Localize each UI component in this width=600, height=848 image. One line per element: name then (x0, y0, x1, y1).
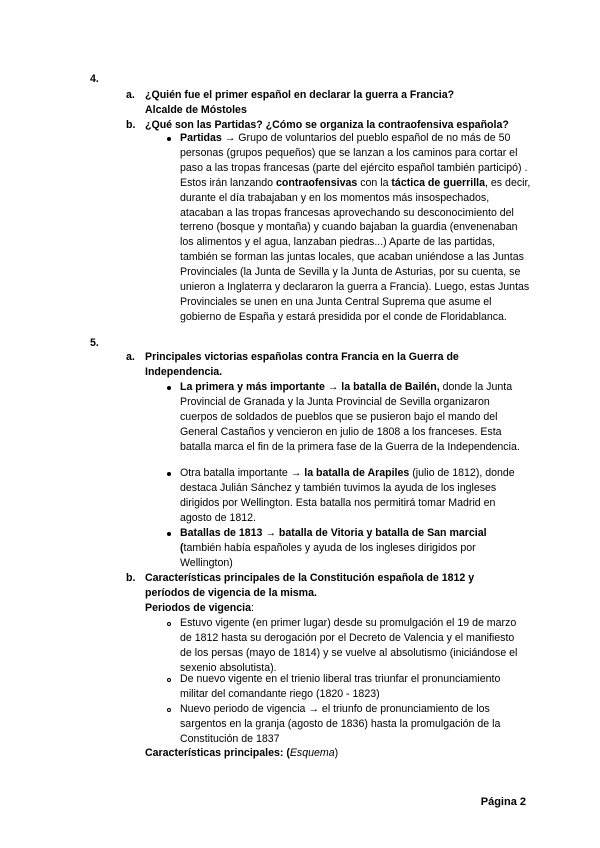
arapiles-title: la batalla de Arapiles (304, 467, 410, 479)
list-marker-4b: b. (126, 119, 136, 131)
heading-5a: Principales victorias españolas contra Francia en la Guerra de Independencia. (145, 351, 459, 378)
1813-title: Batallas de 1813 → batalla de Vitoria y batalla de San marcial ( (180, 527, 487, 554)
bullet-dot (167, 386, 171, 390)
question-4a (145, 88, 535, 118)
bullet-circle (167, 708, 171, 712)
list-marker-5a: a. (126, 351, 135, 363)
periods-label: Periodos de vigencia (145, 601, 251, 614)
periods-colon: : (250, 601, 254, 614)
partidas-paragraph (180, 131, 533, 325)
partidas-text-2: con la (357, 176, 392, 189)
section-5b (145, 571, 520, 616)
period-item-3: Nuevo periodo de vigencia → el triunfo de pronunciamiento de los sargentos en la granja (agosto de 1836) hasta la promulgación de la Constitución de 1837 (180, 703, 501, 745)
victory-item-3 (180, 526, 525, 571)
features-note: Esquema (289, 747, 335, 759)
features-line (145, 746, 525, 761)
question-number-5: 5. (90, 337, 99, 349)
contraofensivas-term: contraofensivas (276, 176, 358, 189)
question-number-4: 4. (90, 73, 99, 85)
periods-label-line (145, 601, 520, 616)
list-marker-5b: b. (126, 572, 136, 584)
partidas-text-1: Grupo de voluntarios del pueblo español de no más de 50 personas (grupos pequeños) que se lanzan a los caminos para cortar el paso a las tropas francesas (parte del ejército español también participó) . Estos irán lanzando (180, 132, 528, 189)
bullet-circle (167, 678, 171, 682)
bullet-dot (167, 532, 171, 536)
period-item-1: Estuvo vigente (en primer lugar) desde su promulgación el 19 de marzo de 1812 hasta su derogación por el Decreto de Valencia y el manifiesto de los persas (mayo de 1814) y se vuelve al absolutismo (iniciándose el sexenio absolutista). (180, 617, 518, 674)
bailen-text: donde la Junta Provincial de Granada y la Junta Provincial de Sevilla organizaron cuerpos de soldados de pueblos que se pusieron bajo el mando del General Castaños y vencieron en julio de 1808 a los franceses. Esta batalla marca el fin de la primera fase de la Guerra de la Independencia. (180, 381, 520, 453)
bailen-title: La primera y más importante → la batalla de Bailén, (180, 381, 440, 393)
heading-5b: Características principales de la Constitución española de 1812 y períodos de vigencia de la misma. (145, 572, 475, 599)
1813-text: también había españoles y ayuda de los ingleses dirigidos por Wellington) (180, 541, 476, 569)
bullet-dot (167, 137, 171, 141)
partidas-term: Partidas (180, 132, 222, 144)
answer-4a: Alcalde de Móstoles (145, 103, 247, 116)
list-marker-4a: a. (126, 89, 135, 101)
period-item-2: De nuevo vigente en el trienio liberal tras triunfar el pronunciamiento militar del comandante riego (1820 - 1823) (180, 673, 501, 700)
victory-item-2 (180, 466, 525, 526)
bullet-circle (167, 622, 171, 626)
arrow-text: → (221, 132, 239, 144)
features-close: ) (334, 747, 339, 759)
victory-item-1 (180, 380, 525, 455)
question-4b-text: ¿Qué son las Partidas? ¿Cómo se organiza la contraofensiva española? (145, 119, 509, 131)
partidas-text-3: , es decir, durante el día trabajaban y en los momentos más insospechados, atacaban a las tropas francesas aprovechando su desconocimiento del terreno (bosque y montaña) y cuando bajaban la guardia (envenenaban los alimentos y el agua, lanzaban piedras...) Aparte de las partidas, también se forman las juntas locales, que acaban uniéndose a las Juntas Provinciales (la Junta de Sevilla y la Junta de Asturias, por su cuenta, se unieron a Inglaterra y declararon la guerra a Francia). Luego, estas Juntas Provinciales se unen en una Junta Central Suprema que asume el gobierno de España y estará presidida por el conde de Floridablanca. (180, 176, 531, 323)
arapiles-pre: Otra batalla importante → (180, 467, 305, 479)
features-label: Características principales: ( (145, 747, 290, 759)
guerrilla-term: táctica de guerrilla (391, 176, 486, 189)
arapiles-text: (julio de 1812), donde destaca Julián Sánchez y también tuvimos la ayuda de los ingleses dirigidos por Wellington. Esta batalla nos permitirá tomar Madrid en agosto de 1812. (180, 467, 515, 524)
question-4a-text: ¿Quién fue el primer español en declarar la guerra a Francia? (145, 89, 455, 101)
page-number: Página 2 (480, 796, 526, 808)
bullet-dot (167, 472, 171, 476)
